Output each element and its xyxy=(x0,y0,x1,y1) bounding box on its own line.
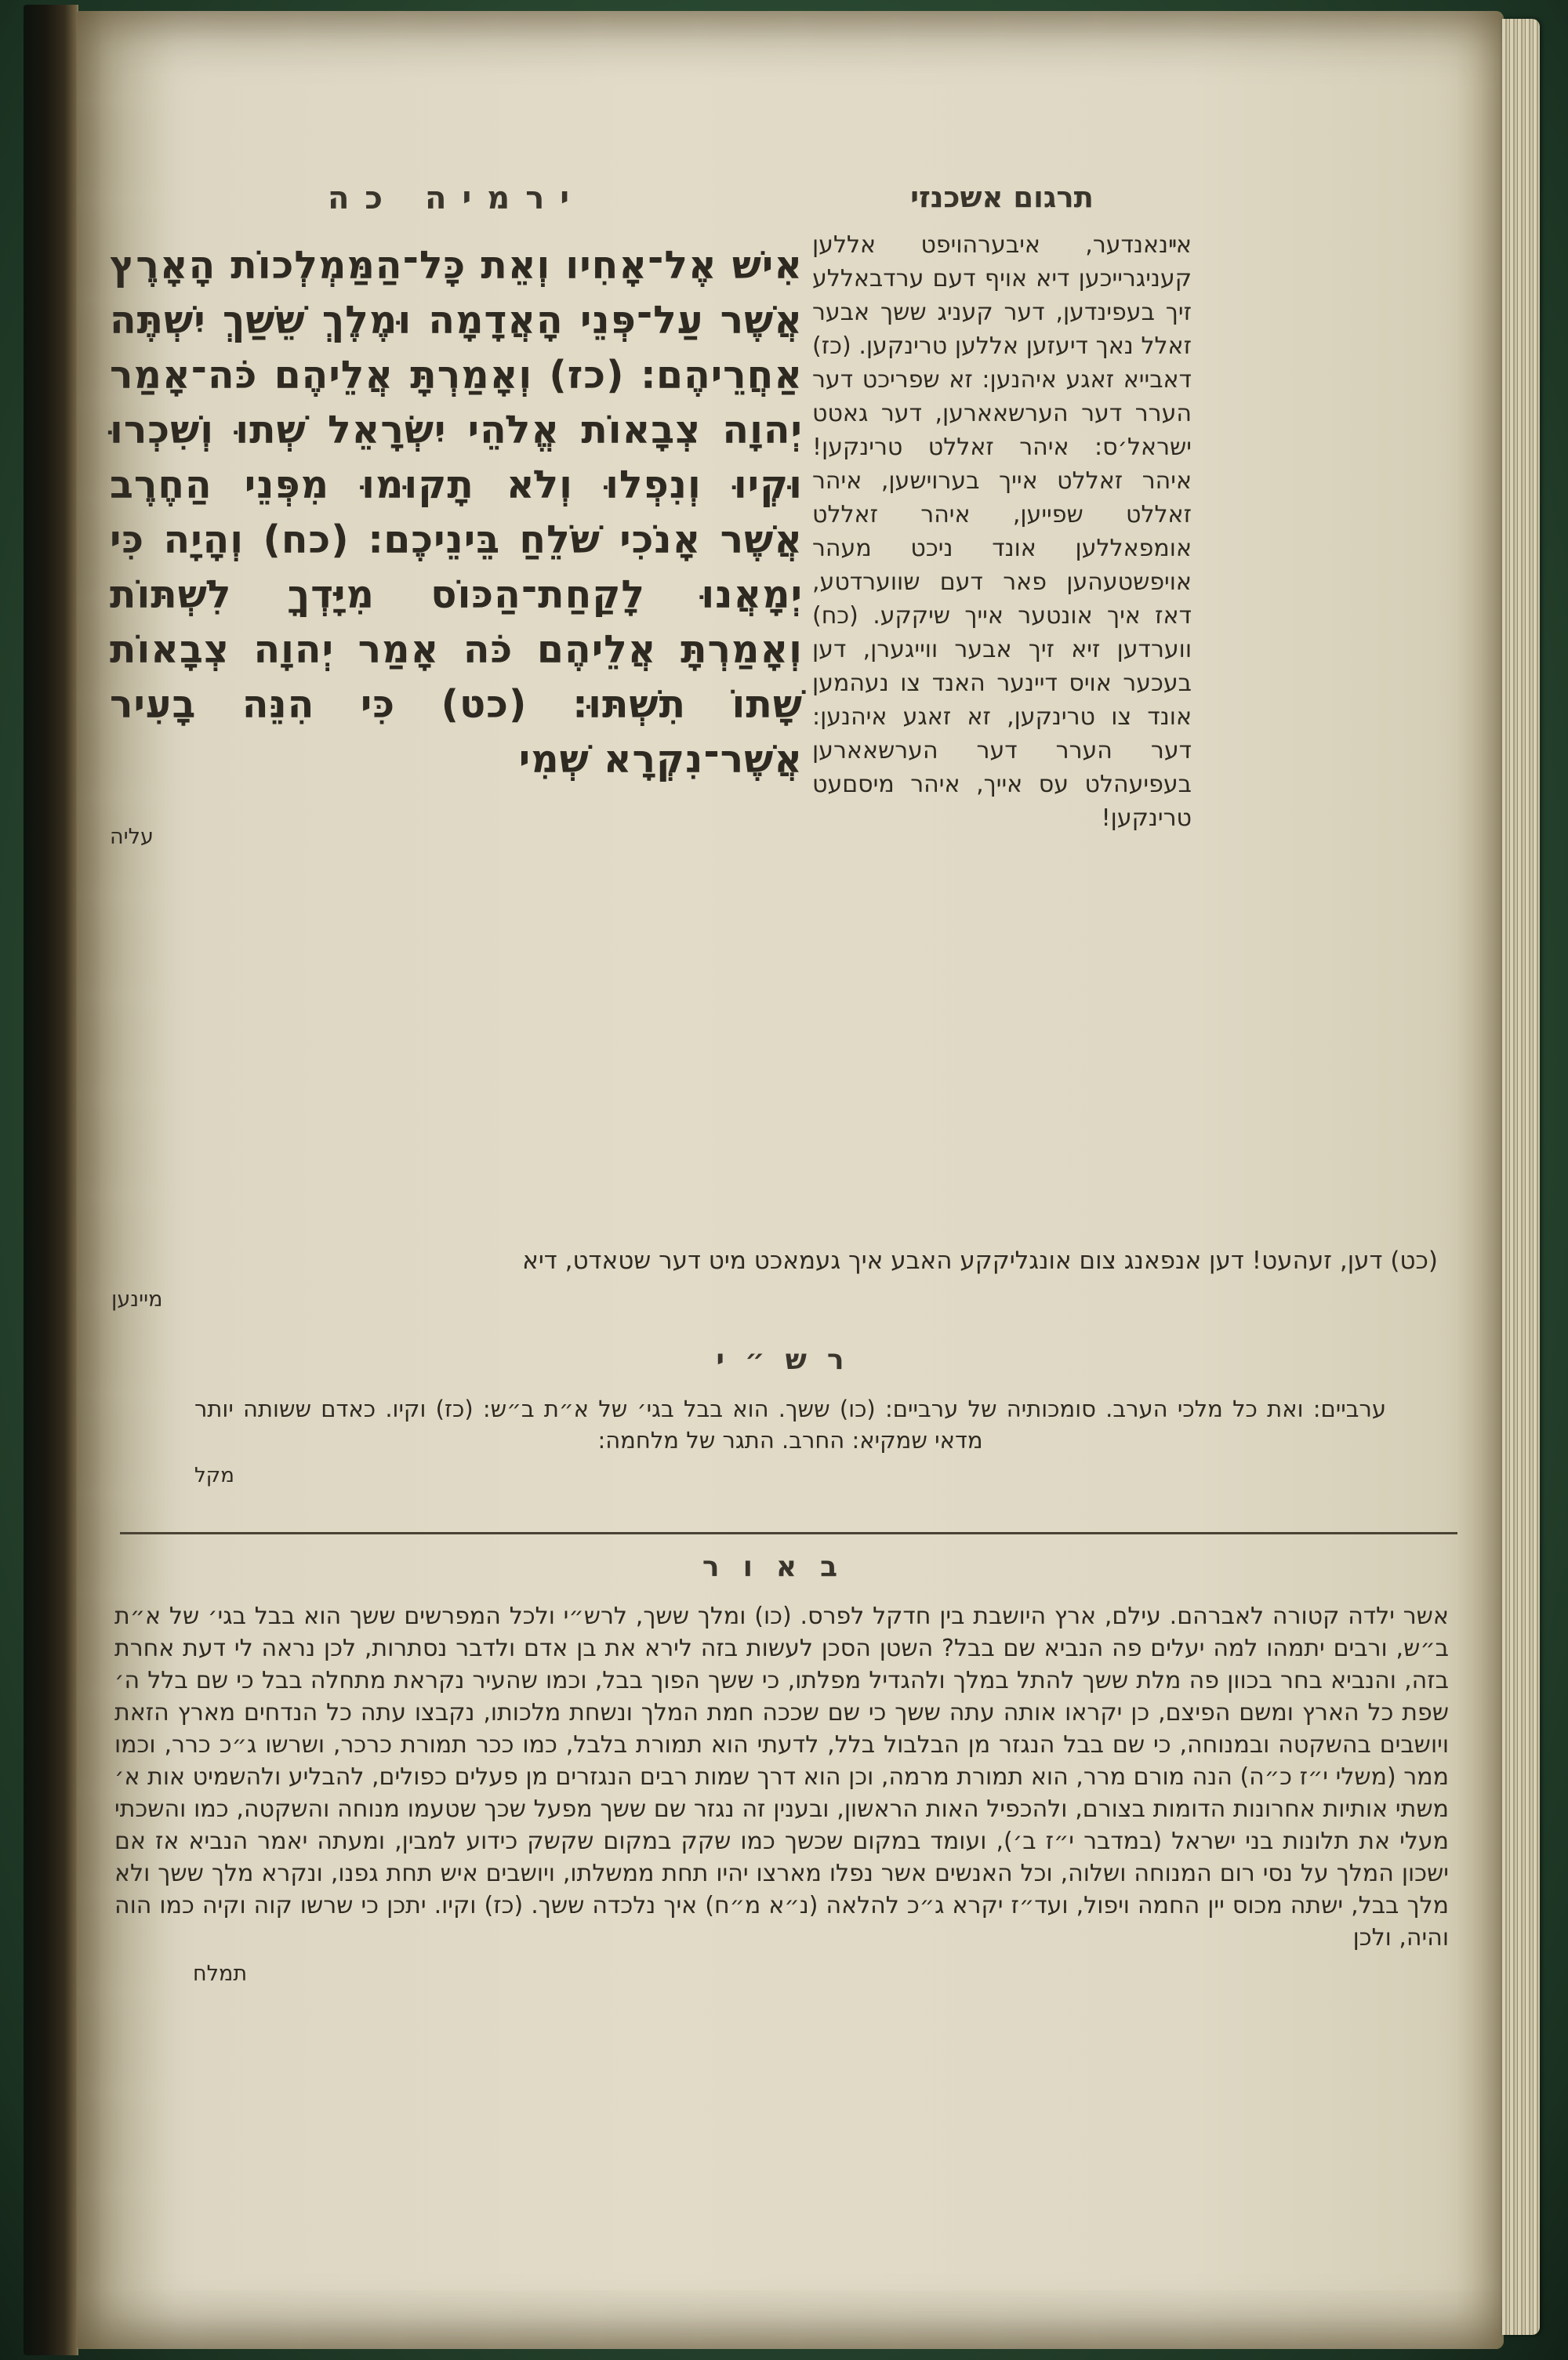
bible-catchword: עליה xyxy=(110,825,154,849)
biur-catchword: תמלח xyxy=(193,1962,248,1986)
biur-section xyxy=(114,1551,1449,1986)
continuation-text: (כט) דען, זעהעט! דען אנפאנג צום אונגליקקע האבע איך געמאכט מיט דער שטאדט, דיא xyxy=(522,1247,1438,1275)
bible-text: אִישׁ אֶל־אָחִיו וְאֵת כָּל־הַמַּמְלְכוֹת הָאָרֶץ אֲשֶׁר עַל־פְּנֵי הָאֲדָמָה וּמֶלֶךְ שֵׁשַׁךְ יִשְׁתֶּה אַחֲרֵיהֶם׃ (כז) וְאָמַרְתָּ אֲלֵיהֶם כֹּה־אָמַר יְהוָה צְבָאוֹת אֱלֹהֵי יִשְׂרָאֵל שְׁתוּ וְשִׁכְרוּ וּקְיוּ וְנִפְלוּ וְלֹא תָקוּמוּ מִפְּנֵי הַחֶרֶב אֲשֶׁר אָנֹכִי שֹׁלֵחַ בֵּינֵיכֶם׃ (כח) וְהָיָה כִּי יְמָאֲנוּ לָקַחַת־הַכּוֹס מִיָּדְךָ לִשְׁתּוֹת וְאָמַרְתָּ אֲלֵיהֶם כֹּה אָמַר יְהוָה צְבָאוֹת שָׁתוֹ תִשְׁתּוּ׃ (כט) כִּי הִנֵּה בָעִיר אֲשֶׁר־נִקְרָא שְׁמִי xyxy=(110,243,803,782)
bible-text-column xyxy=(110,180,803,849)
translation-column xyxy=(812,180,1192,835)
continuation-catchword: מיינען xyxy=(111,1287,163,1312)
bible-column-header: ירמיה כה xyxy=(327,180,586,216)
biur-text: אשר ילדה קטורה לאברהם. עילם, ארץ היושבת בין חדקל לפרס. (כו) ומלך ששך, לרש״י ולכל המפרשים ששך הוא בבל בגי׳ של א״ת ב״ש, ורבים יתמהו למה יעלים פה הנביא שם בבל? השטן הסכן לעשות בזה לירא את בן אדם ולדבר נסתרות, לכן נראה לי דעת אחרת בזה, והנביא בחר בכוון פה מלת ששך להתל במלך ולהגדיל מפלתו, כי ששך הפוך בבל, וכמו שהעיר נקראת מתחלה בבל כי שם בלל ה׳ שפת כל הארץ ומשם הפיצם, כן יקראו אותה עתה ששך כי שם שככה חמת המלך ונשחת מלכותו, נקבצו עתה כל הנדחים מארץ הזאת ויושבים בהשקטה ובמנוחה, כי שם בבל הנגזר מן הבלבול בלל, לדעתי הוא תמורת בלבל, כמו ככר תמורת כרכר, ושרשו ג״כ כרר, וכמו ממר (משלי י״ז כ״ה) הנה מורם מרר, הוא תמורת מרמה, וכן הוא דרך שמות רבים הנגזרים מן פעלים כפולים, להבליע ולהשמיט אות א׳ משתי אותיות אחרונות הדומות בצורם, ולהכפיל האות הראשון, ובענין זה נגזר שם ששך מפעל שכך שטעמו מנוחה והשקטה, כמו והשכתי מעלי את תלונות בני ישראל (במדבר י״ז ב׳), ועומד במקום שכשך כמו שקק במקום שקשק כידוע למבין, ומעתה יאמר הנביא אז אם ישכון המלך על נסי רום המנוחה ושלוה, וכל האנשים אשר נפלו מארצו יהיו תחת ממשלתו, ויושבים איש תחת גפנו, ונקרא מלך ששך ולא מלך בבל, ישתה מכוס יין החמה ויפול, ועד״ז יקרא ג״כ להלאה (נ״א מ״ח) איך נלכדה ששך. (כז) וקיו. יתכן כי שרשו קוה וקיה כמו הוה והיה, ולכן xyxy=(114,1603,1449,1952)
page-edges-stack xyxy=(1502,19,1540,2335)
book-spine-shadow xyxy=(24,5,78,2355)
rashi-catchword: מקל xyxy=(194,1464,234,1487)
translation-column-header: תרגום אשכנזי xyxy=(910,180,1094,214)
rashi-text: ערביים: ואת כל מלכי הערב. סומכותיה של ערביים: (כו) ששך. הוא בבל בגי׳ של א״ת ב״ש: (כז) וקיו. כאדם ששותה יותר מדאי שמקיא: החרב. התגר של מלחמה: xyxy=(194,1396,1386,1454)
section-divider-rule xyxy=(120,1532,1457,1534)
rashi-section xyxy=(163,1344,1417,1487)
translation-text: אײנאנדער, איבערהויפט אללען קעניגרייכען דיא אויף דעם ערדבאללע זיך בעפינדען, דער קעניג ששך אבער זאלל נאך דיעזען אללען טרינקען. (כז) דאבייא זאגע איהנען: זא שפריכט דער הערר דער הערשאארען, דער גאטט ישראל׳ס: איהר זאללט טרינקען! איהר זאללט אייך בערוישען, איהר זאללט שפייען, איהר זאללט אומפאללען אונד ניכט מעהר אויפשטעהען פאר דעם שווערדטע, דאז איך אונטער אייך שיקקע. (כח) ווערדען זיא זיך אבער ווייגערן, דען בעכער אויס דיינער האנד צו נעהמען אונד צו טרינקען, זא זאגע איהנען: דער הערר דער הערשאארען בעפיעהלט עס אייך, איהר מיסםעט טרינקען! xyxy=(812,231,1192,832)
book-page xyxy=(77,11,1504,2349)
translation-continuation xyxy=(111,1244,1438,1312)
rashi-header: רש״י xyxy=(716,1344,865,1376)
biur-header: באור xyxy=(702,1551,862,1583)
